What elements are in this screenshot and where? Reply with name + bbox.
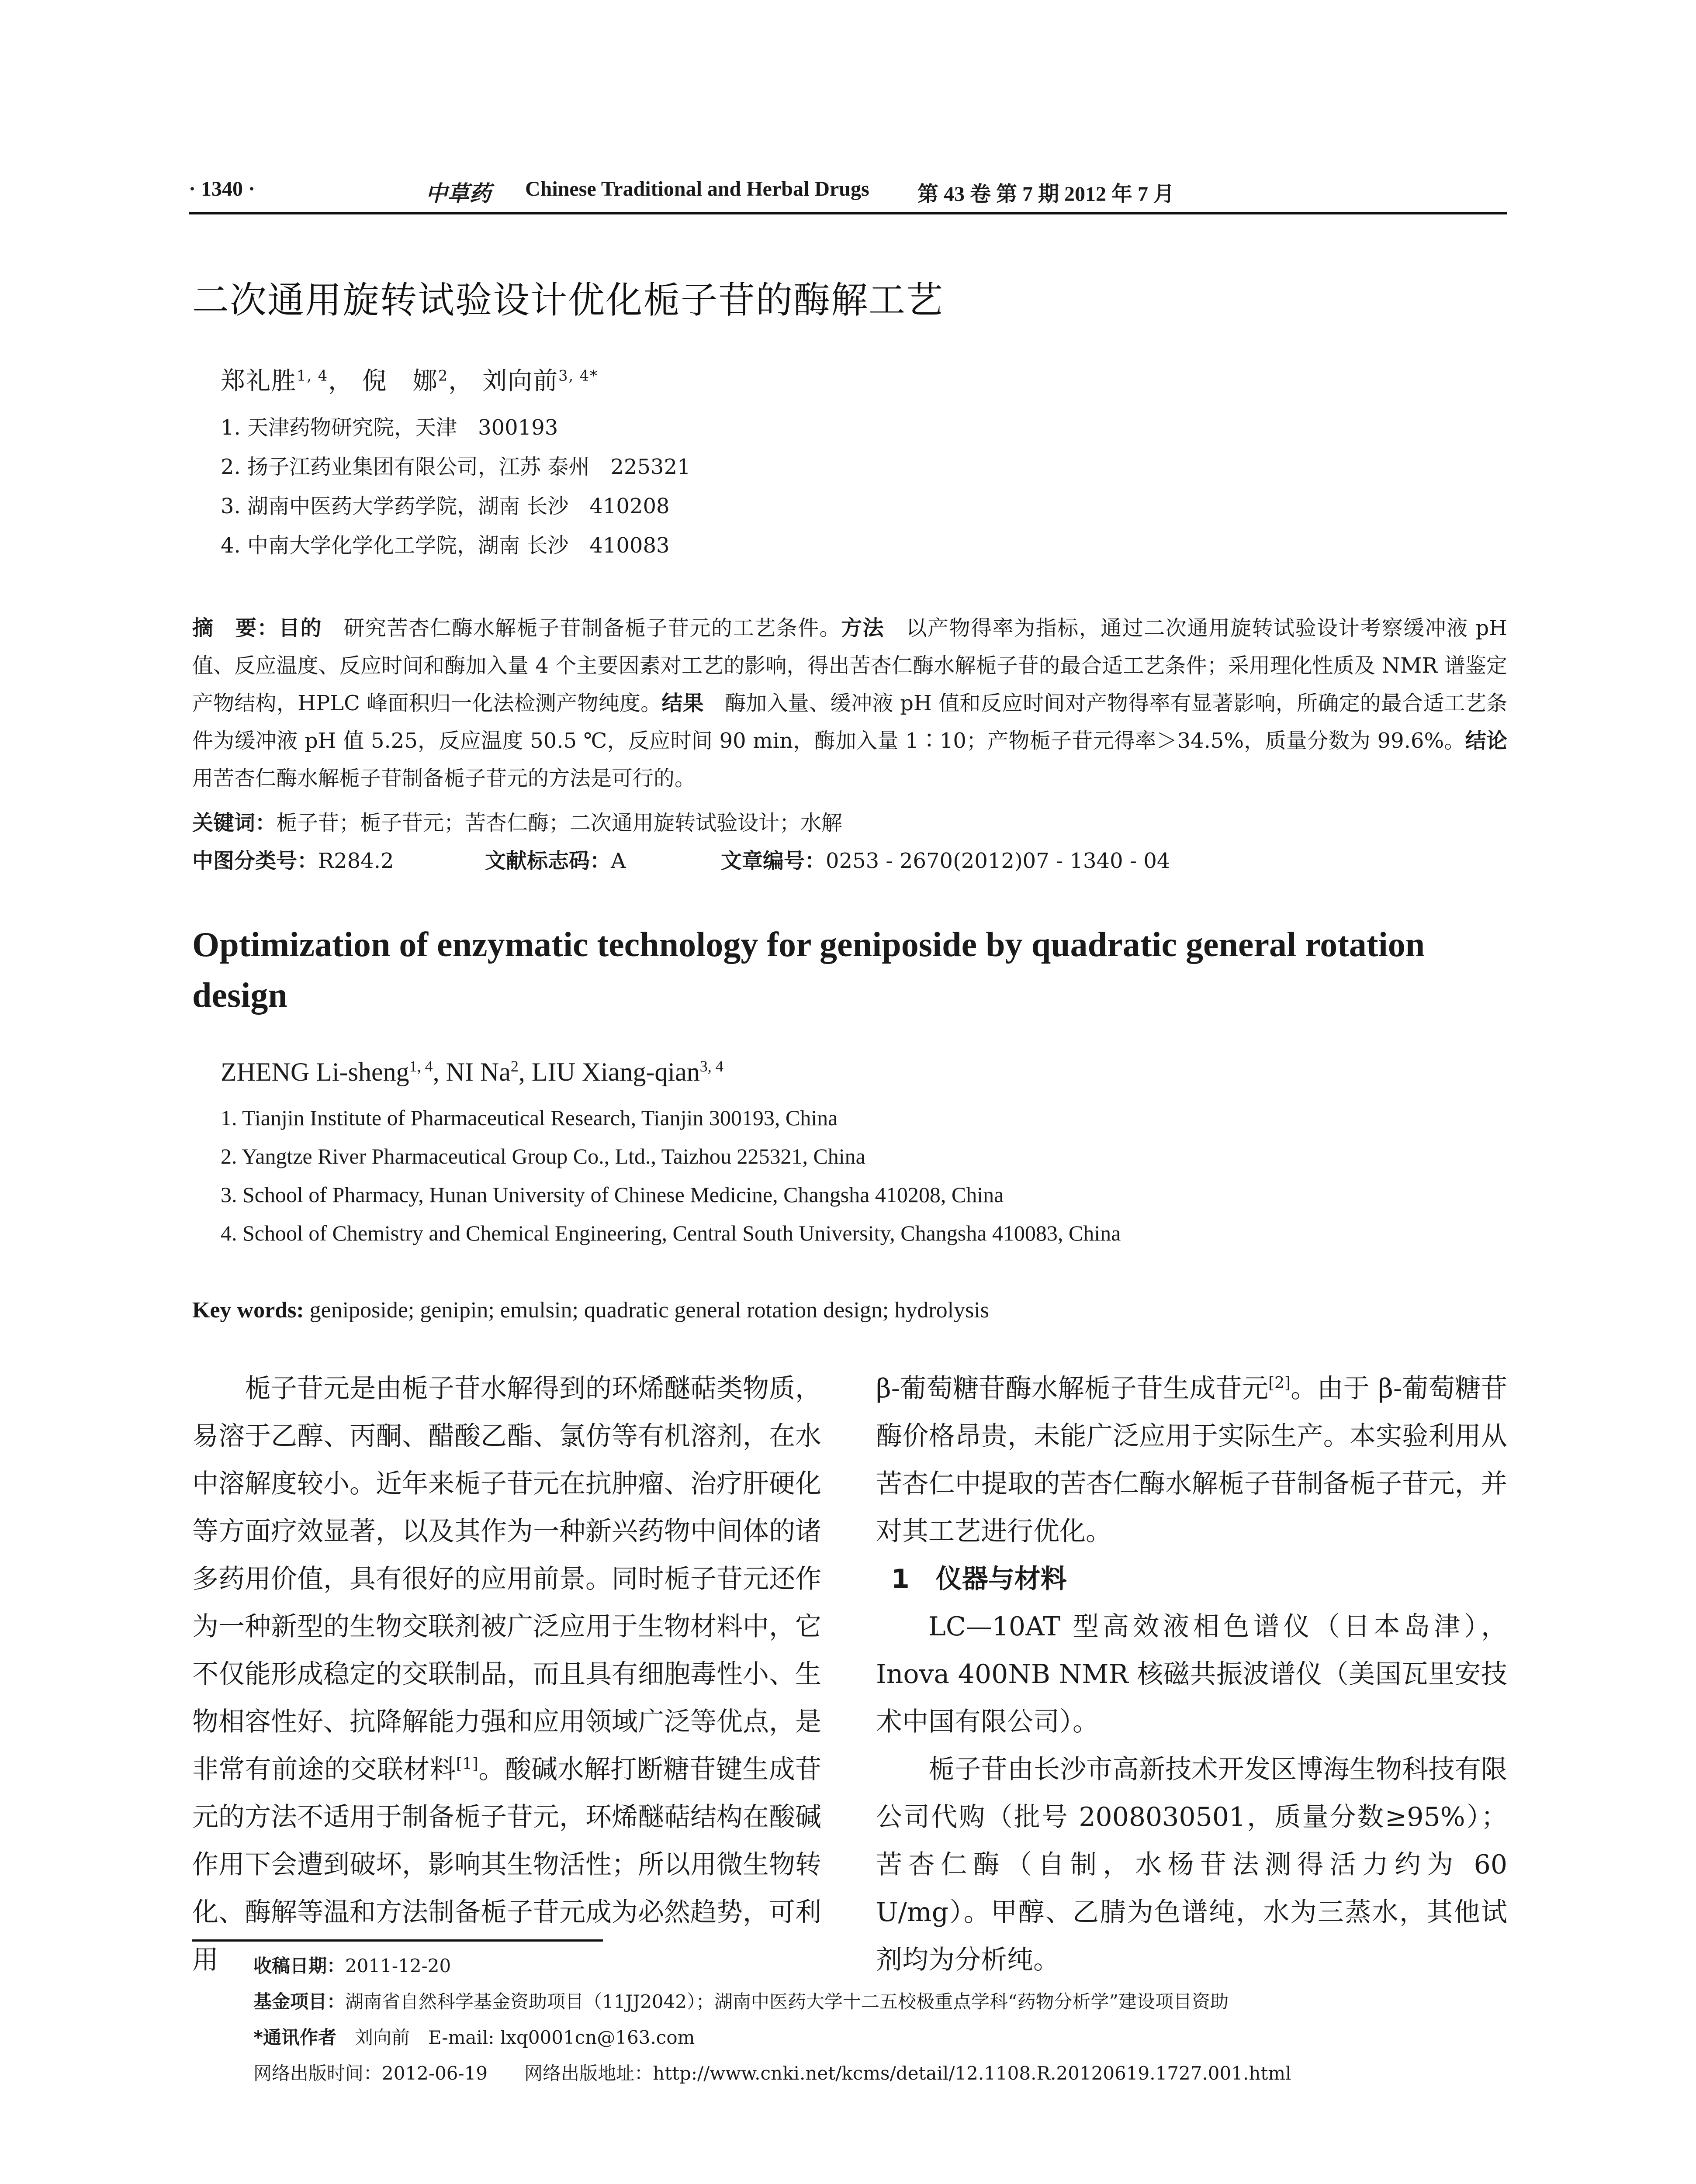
- section-heading: 1 仪器与材料: [891, 1564, 1067, 1594]
- author-affiliation-marker: 2: [438, 367, 449, 384]
- footnote-rule: [192, 1939, 603, 1942]
- footnote-online: 网络出版时间：2012-06-19 网络出版地址：http://www.cnki.net/kcms/detail/12.1108.R.20120619.1727.001.html: [253, 2063, 1291, 2084]
- author-affiliation-marker: 3, 4*: [558, 367, 598, 384]
- body-paragraph: β-葡萄糖苷酶水解栀子苷生成苷元[2]。由于 β-葡萄糖苷酶价格昂贵，未能广泛应用于实际生产。本实验利用从苦杏仁中提取的苦杏仁酶水解栀子苷制备栀子苷元，并对其工艺进行优化。: [876, 1373, 1507, 1547]
- method-text: 以产物得率为指标，通过二次通用旋转试验设计考察缓冲液 pH 值、反应温度、反应时间和酶加入量 4 个主要因素对工艺的影响，得出苦杏仁酶水解栀子苷的最合适工艺条件；采用理化性质及 NMR 谱鉴定产物结构，HPLC 峰面积归一化法检测产物纯度。: [192, 616, 1507, 715]
- title-cn: 二次通用旋转试验设计优化栀子苷的酶解工艺: [192, 279, 944, 321]
- article-number: 文章编号：0253 - 2670(2012)07 - 1340 - 04: [721, 849, 1170, 873]
- keywords-en-label: Key words:: [192, 1298, 304, 1323]
- keywords-en: [192, 1297, 989, 1323]
- document-code: 文献标志码：A: [485, 849, 626, 873]
- footnote-received: 收稿日期：2011-12-20: [253, 1955, 451, 1977]
- purpose-label: 目的: [279, 616, 322, 640]
- affiliation-cn: 1. 天津药物研究院，天津 300193: [221, 415, 558, 440]
- author-affiliation-marker: 3, 4: [699, 1057, 723, 1075]
- author-affiliation-marker: 1, 4: [409, 1057, 433, 1075]
- authors-cn: 郑礼胜$^{1, 4}$， 倪 娜$^2$， 刘向前$^{3, 4*}$: [221, 367, 598, 395]
- footnote-fund: 基金项目：湖南省自然科学基金资助项目（11JJ2042）；湖南中医药大学十二五校极重点学科“药物分析学”建设项目资助: [253, 1991, 1229, 2012]
- conclusion-label: 结论: [1465, 729, 1507, 753]
- author-name: 倪 娜: [362, 367, 438, 395]
- author-name: 刘向前: [482, 367, 559, 395]
- abstract-cn: [192, 609, 1507, 797]
- author-name: , LIU Xiang-qian: [518, 1057, 700, 1086]
- footnote-corresponding: *通讯作者 刘向前 E-mail: lxq0001cn@163.com: [253, 2027, 695, 2048]
- result-label: 结果: [661, 691, 704, 715]
- clc-number: 中图分类号：R284.2: [192, 849, 394, 873]
- issue-info: 第 43 卷 第 7 期 2012 年 7 月: [917, 183, 1175, 206]
- author-name: ZHENG Li-sheng: [221, 1057, 409, 1086]
- affiliation-cn: 4. 中南大学化学化工学院，湖南 长沙 410083: [221, 533, 670, 558]
- affiliation-en: 3. School of Pharmacy, Hunan University of Chinese Medicine, Changsha 410208, China: [221, 1182, 1004, 1207]
- body-paragraph: 栀子苷元是由栀子苷水解得到的环烯醚萜类物质，易溶于乙醇、丙酮、醋酸乙酯、氯仿等有机溶剂，在水中溶解度较小。近年来栀子苷元在抗肿瘤、治疗肝硬化等方面疗效显著，以及其作为一种新兴药物中间体的诸多药用价值，具有很好的应用前景。同时栀子苷元还作为一种新型的生物交联剂被广泛应用于生物材料中，它不仅能形成稳定的交联制品，而且具有细胞毒性小、生物相容性好、抗降解能力强和应用领域广泛等优点，是非常有前途的交联材料[1]。酸碱水解打断糖苷键生成苷元的方法不适用于制备栀子苷元，环烯醚萜结构在酸碱作用下会遭到破坏，影响其生物活性；所以用微生物转化、酶解等温和方法制备栀子苷元成为必然趋势，可利用: [192, 1373, 822, 1975]
- keywords-cn: [192, 806, 842, 836]
- keywords-en-text: geniposide; genipin; emulsin; quadratic general rotation design; hydrolysis: [304, 1298, 989, 1323]
- method-label: 方法: [841, 616, 885, 640]
- body-column-left: [192, 1365, 821, 1984]
- purpose-text: 研究苦杏仁酶水解栀子苷制备栀子苷元的工艺条件。: [343, 616, 841, 640]
- body-column-right: [876, 1365, 1507, 1984]
- journal-name-cn: 中草药: [426, 180, 491, 206]
- author-affiliation-marker: 1, 4: [297, 367, 329, 384]
- affiliation-en: 1. Tianjin Institute of Pharmaceutical Research, Tianjin 300193, China: [221, 1106, 838, 1130]
- author-name: 郑礼胜: [221, 367, 297, 395]
- result-text: 酶加入量、缓冲液 pH 值和反应时间对产物得率有显著影响，所确定的最合适工艺条件为缓冲液 pH 值 5.25，反应温度 50.5 ℃，反应时间 90 min，酶加入量 1∶10；产物栀子苷元得率＞34.5%，质量分数为 99.6%。: [192, 691, 1507, 753]
- citation-ref[interactable]: [2]: [1268, 1374, 1291, 1392]
- page-number: · 1340 ·: [189, 177, 256, 200]
- author-affiliation-marker: 2: [510, 1057, 519, 1075]
- citation-ref[interactable]: [1]: [456, 1755, 478, 1773]
- keywords-text: 栀子苷；栀子苷元；苦杏仁酶；二次通用旋转试验设计；水解: [276, 811, 843, 835]
- title-en: Optimization of enzymatic technology for geniposide by quadratic general rotation design: [192, 926, 1425, 1015]
- authors-en: [221, 1057, 723, 1087]
- abstract-label: 摘 要：: [192, 616, 279, 640]
- author-name: , NI Na: [433, 1057, 511, 1086]
- affiliation-en: 4. School of Chemistry and Chemical Engineering, Central South University, Changsha 410083, China: [221, 1221, 1121, 1245]
- affiliation-en: 2. Yangtze River Pharmaceutical Group Co., Ltd., Taizhou 225321, China: [221, 1144, 865, 1168]
- body-paragraph: 栀子苷由长沙市高新技术开发区博海生物科技有限公司代购（批号 2008030501，质量分数≥95%）；苦杏仁酶（自制，水杨苷法测得活力约为 60 U/mg）。甲醇、乙腈为色谱纯，水为三蒸水，其他试剂均为分析纯。: [876, 1754, 1507, 1975]
- affiliation-cn: 2. 扬子江药业集团有限公司，江苏 泰州 225321: [221, 455, 691, 479]
- keywords-label: 关键词：: [192, 811, 277, 835]
- running-header: [189, 173, 1507, 214]
- journal-name-en: Chinese Traditional and Herbal Drugs: [525, 177, 869, 200]
- conclusion-text: 用苦杏仁酶水解栀子苷制备栀子苷元的方法是可行的。: [192, 766, 696, 791]
- affiliation-cn: 3. 湖南中医药大学药学院，湖南 长沙 410208: [221, 494, 670, 518]
- body-paragraph: LC—10AT 型高效液相色谱仪（日本岛津），Inova 400NB NMR 核磁共振波谱仪（美国瓦里安技术中国有限公司）。: [876, 1611, 1507, 1737]
